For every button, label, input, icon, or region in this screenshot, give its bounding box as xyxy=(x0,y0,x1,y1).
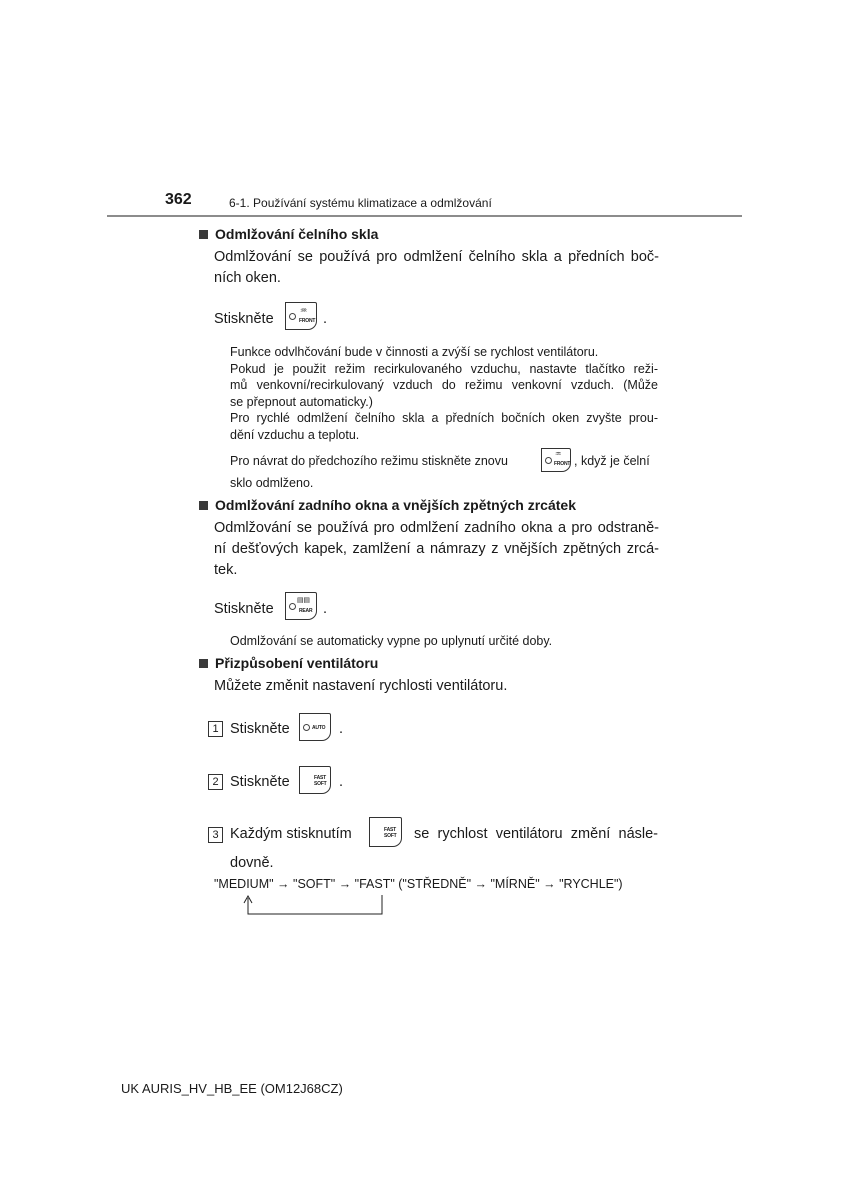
header-divider xyxy=(107,215,742,217)
auto-button[interactable] xyxy=(299,713,331,741)
windshield-defog-icon: ♒ xyxy=(300,306,307,315)
button-label: FRONT xyxy=(554,461,571,467)
footer-document-code: UK AURIS_HV_HB_EE (OM12J68CZ) xyxy=(121,1081,343,1096)
heading-rear-defog xyxy=(199,497,576,513)
step-text: Každým stisknutím xyxy=(230,826,352,842)
note-line: Pokud je použit režim recirkulovaného vzduchu, nastavte tlačítko reži- xyxy=(230,361,658,376)
fast-soft-button[interactable] xyxy=(369,817,402,847)
page-number: 362 xyxy=(165,191,192,208)
button-label: FRONT xyxy=(299,318,316,324)
note-line: se přepnout automaticky.) xyxy=(230,394,373,409)
windshield-defog-icon: ♒ xyxy=(555,451,562,458)
note-windshield xyxy=(230,344,658,443)
rear-defogger-button[interactable] xyxy=(285,592,317,620)
punctuation: . xyxy=(339,774,344,790)
step-number: 2 xyxy=(208,774,223,790)
fan-speed-sequence: "MEDIUM" → "SOFT" → "FAST" ("STŘEDNĚ" → "MÍRNĚ" → "RYCHLE") xyxy=(214,877,623,891)
return-instruction: Pro návrat do předchozího režimu stiskněte znovu xyxy=(230,454,508,468)
note-line: dění vzduchu a teplotu. xyxy=(230,427,360,442)
cycle-arrow-icon xyxy=(240,892,390,922)
heading-text: Odmlžování zadního okna a vnějších zpětných zrcátek xyxy=(215,497,576,513)
return-instruction-cont: sklo odmlženo. xyxy=(230,476,314,490)
step-text-cont: dovně. xyxy=(230,855,274,871)
step-text: Stiskněte xyxy=(230,774,290,790)
note-line: Pro rychlé odmlžení čelního skla a předních bočních oken zvyšte prou- xyxy=(230,411,658,425)
fast-label: FAST xyxy=(314,775,326,781)
press-instruction: Stiskněte xyxy=(214,311,274,327)
rear-window-defog-icon: ▤▤ xyxy=(297,597,310,604)
heading-text: Odmlžování čelního skla xyxy=(215,226,379,242)
step-text-end: se rychlost ventilátoru změní násle- xyxy=(414,826,658,842)
paragraph-line: ních oken. xyxy=(214,270,281,286)
step-text: Stiskněte xyxy=(230,721,290,737)
paragraph-line: Odmlžování se používá pro odmlžení čelního skla a předních boč- xyxy=(214,249,659,265)
step-number: 1 xyxy=(208,721,223,737)
section-title: 6-1. Používání systému klimatizace a odmlžování xyxy=(229,196,492,210)
heading-text: Přizpůsobení ventilátoru xyxy=(215,655,379,671)
indicator-light-icon xyxy=(545,457,552,464)
fast-label: FAST xyxy=(384,827,396,833)
heading-windshield-defog xyxy=(199,226,378,242)
paragraph-line: tek. xyxy=(214,562,238,578)
button-label: REAR xyxy=(299,608,313,614)
bullet-square-icon xyxy=(199,501,208,510)
bullet-square-icon xyxy=(199,659,208,668)
punctuation: . xyxy=(323,311,328,327)
button-label: AUTO xyxy=(312,725,326,731)
indicator-light-icon xyxy=(289,313,296,320)
soft-label: SOFT xyxy=(314,781,327,787)
soft-label: SOFT xyxy=(384,833,397,839)
indicator-light-icon xyxy=(289,603,296,610)
bullet-square-icon xyxy=(199,230,208,239)
heading-fan-adjust xyxy=(199,655,378,671)
return-instruction-end: , když je čelní xyxy=(574,454,650,468)
fast-soft-button[interactable] xyxy=(299,766,331,794)
note-line: Funkce odvlhčování bude v činnosti a zvýší se rychlost ventilátoru. xyxy=(230,345,599,359)
paragraph-line: ní dešťových kapek, zamlžení a námrazy z vnějších zpětných zrcá- xyxy=(214,541,659,557)
note-rear: Odmlžování se automaticky vypne po uplynutí určité doby. xyxy=(230,634,553,648)
note-line: mů venkovní/recirkulovaný vzduch do režimu venkovní vzduch. (Může xyxy=(230,378,658,392)
front-defroster-button-return[interactable] xyxy=(541,448,571,472)
indicator-light-icon xyxy=(303,724,310,731)
punctuation: . xyxy=(339,721,344,737)
punctuation: . xyxy=(323,601,328,617)
press-instruction: Stiskněte xyxy=(214,601,274,617)
step-number: 3 xyxy=(208,827,223,843)
front-defroster-button[interactable] xyxy=(285,302,317,330)
paragraph-line: Odmlžování se používá pro odmlžení zadního okna a pro odstraně- xyxy=(214,520,659,536)
fan-intro: Můžete změnit nastavení rychlosti ventilátoru. xyxy=(214,678,508,694)
paragraph-windshield xyxy=(214,247,659,289)
paragraph-rear xyxy=(214,518,659,581)
